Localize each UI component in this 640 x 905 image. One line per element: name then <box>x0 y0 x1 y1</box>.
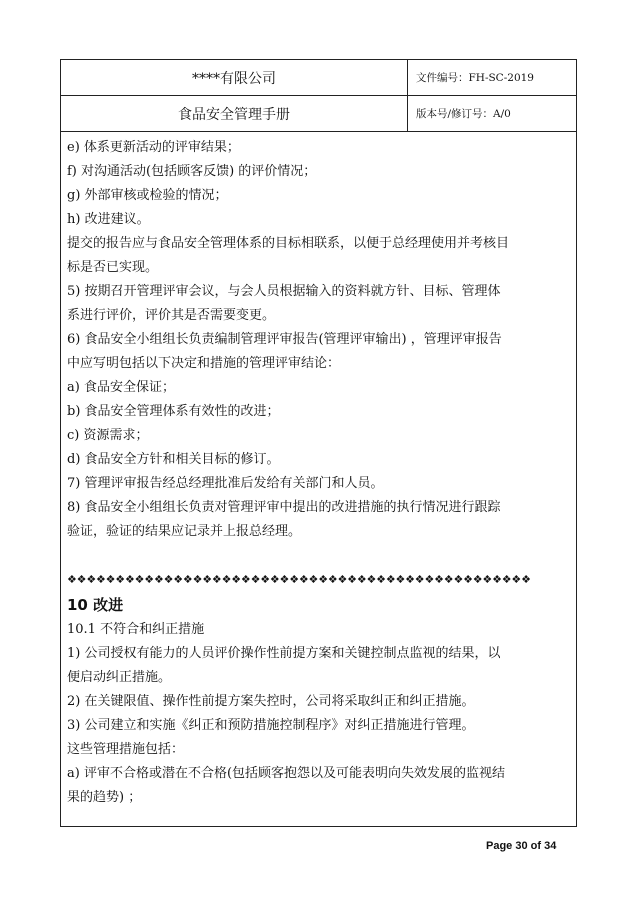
section-line: 这些管理措施包括： <box>67 742 185 757</box>
body-content <box>61 132 576 810</box>
section-line: 果的趋势) ； <box>67 790 142 805</box>
body-line: c) 资源需求； <box>67 428 149 443</box>
body-line: f) 对沟通活动(包括顾客反馈) 的评价情况； <box>67 164 317 179</box>
body-line: g) 外部审核或检验的情况； <box>67 188 228 203</box>
body-line: 验证，验证的结果应记录并上报总经理。 <box>67 524 302 539</box>
section-line: a) 评审不合格或潜在不合格(包括顾客抱怨以及可能表明向失效发展的监视结 <box>67 766 506 781</box>
body-line: 标是否已实现。 <box>67 260 159 275</box>
body-line: 8) 食品安全小组组长负责对管理评审中提出的改进措施的执行情况进行跟踪 <box>67 500 501 515</box>
doc-number: 文件编号：FH-SC-2019 <box>416 72 534 84</box>
version-number: 版本号/修订号：A/0 <box>416 108 511 120</box>
body-line: 7) 管理评审报告经总经理批准后发给有关部门和人员。 <box>67 476 384 491</box>
header-row-2 <box>61 96 576 132</box>
section-line: 1) 公司授权有能力的人员评价操作性前提方案和关键控制点监视的结果，以 <box>67 646 501 661</box>
manual-title: 食品安全管理手册 <box>61 96 408 131</box>
section-divider: ❖❖❖❖❖❖❖❖❖❖❖❖❖❖❖❖❖❖❖❖❖❖❖❖❖❖❖❖❖❖❖❖❖❖❖❖❖❖❖❖❖❖❖❖❖❖❖❖ <box>67 573 531 586</box>
body-line: 中应写明包括以下决定和措施的管理评审结论： <box>67 356 341 371</box>
section-title: 10 改进 <box>67 596 124 614</box>
body-line: d) 食品安全方针和相关目标的修订。 <box>67 452 280 467</box>
body-line: a) 食品安全保证； <box>67 380 175 395</box>
company-name: ****有限公司 <box>61 60 408 95</box>
section-line: 便启动纠正措施。 <box>67 670 172 685</box>
body-line: 6) 食品安全小组组长负责编制管理评审报告(管理评审输出) ，管理评审报告 <box>67 332 502 347</box>
body-line: b) 食品安全管理体系有效性的改进； <box>67 404 280 419</box>
section-subtitle: 10.1 不符合和纠正措施 <box>67 622 205 637</box>
section-line: 2) 在关键限值、操作性前提方案失控时，公司将采取纠正和纠正措施。 <box>67 694 475 709</box>
document-frame <box>60 59 577 827</box>
body-line: 提交的报告应与食品安全管理体系的目标相联系，以便于总经理使用并考核目 <box>67 236 510 251</box>
section-line: 3) 公司建立和实施《纠正和预防措施控制程序》对纠正措施进行管理。 <box>67 718 475 733</box>
body-line: e) 体系更新活动的评审结果； <box>67 140 240 155</box>
body-line: 5) 按期召开管理评审会议，与会人员根据输入的资料就方针、目标、管理体 <box>67 284 501 299</box>
body-line: h) 改进建议。 <box>67 212 150 227</box>
page-number: Page 30 of 34 <box>486 840 557 852</box>
header-row-1 <box>61 60 576 96</box>
body-line: 系进行评价，评价其是否需要变更。 <box>67 308 276 323</box>
